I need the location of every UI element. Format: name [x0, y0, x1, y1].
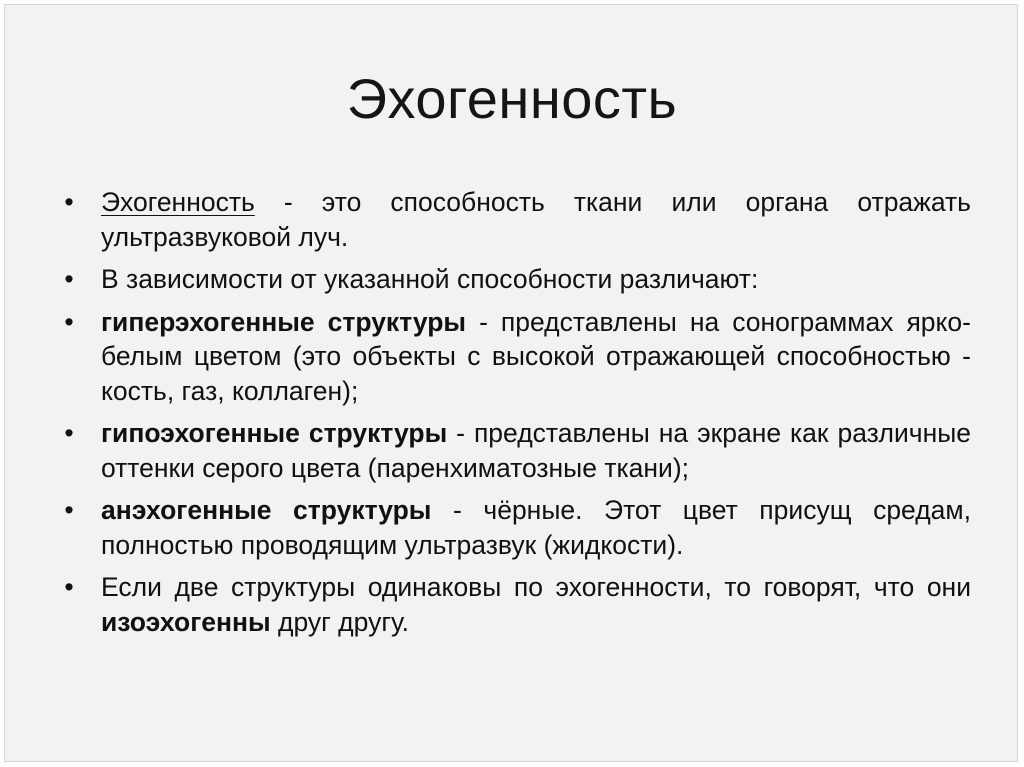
item-text-before: Если две структуры одинаковы по эхогенности, то говорят, что они [101, 572, 971, 602]
slide-title: Эхогенность [346, 67, 678, 130]
list-item [59, 416, 971, 485]
item-text: - представлены на сонограммах ярко-белым цветом (это объекты с высокой отражающей способностью - кость, газ, коллаген); [101, 306, 971, 406]
slide [4, 4, 1018, 762]
bullet-icon: • [64, 572, 74, 602]
term-bold: гиперэхогенные структуры [101, 306, 467, 337]
bullet-icon: • [64, 495, 74, 525]
bullet-icon: • [64, 187, 74, 217]
list-item [59, 305, 971, 409]
term-bold: анэхогенные структуры [101, 495, 432, 525]
item-text: В зависимости от указанной способности различают: [101, 264, 759, 294]
list-item [59, 570, 971, 639]
list-item [59, 493, 971, 562]
term-underlined: Эхогенность [101, 187, 255, 217]
bullet-icon: • [64, 264, 74, 294]
list-item [59, 262, 971, 297]
list-item [59, 185, 971, 254]
bullet-icon: • [64, 306, 74, 337]
term-bold: изоэхогенны [101, 606, 271, 637]
item-text-after: друг другу. [270, 606, 409, 637]
item-text: - чёрные. Этот цвет присущ средам, полностью проводящим ультразвук (жидкости). [101, 495, 972, 560]
bullet-list [59, 185, 971, 647]
term-bold: гипоэхогенные структуры [101, 418, 448, 448]
item-text: - это способность ткани или органа отражать ультразвуковой луч. [101, 187, 971, 252]
bullet-icon: • [64, 418, 74, 448]
item-text: - представлены на экране как различные оттенки серого цвета (паренхиматозные ткани); [101, 418, 971, 483]
